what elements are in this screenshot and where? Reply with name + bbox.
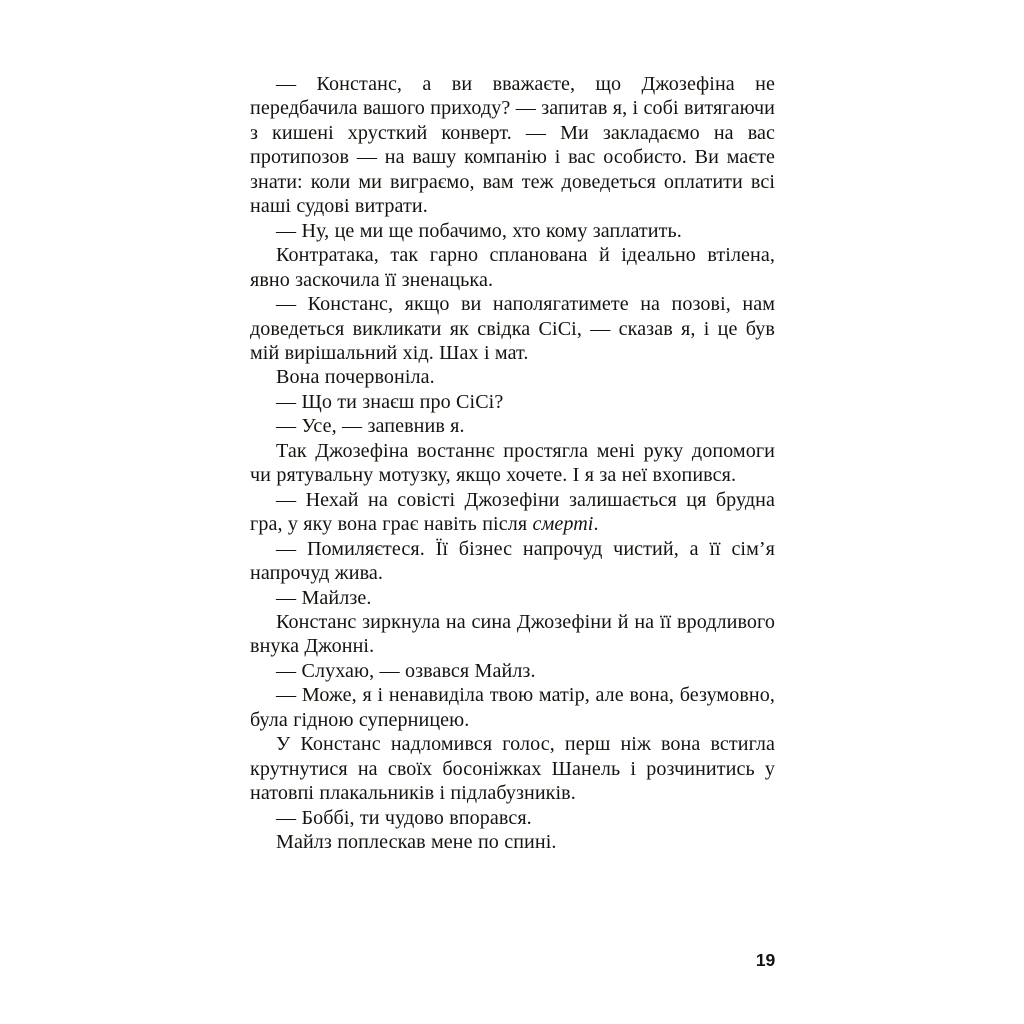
paragraph: — Помиляєтеся. Її бізнес напрочуд чистий, а її сім’я напрочуд жива. (250, 537, 775, 585)
paragraph: — Що ти знаєш про СіСі? (276, 390, 504, 413)
paragraph: Так Джозефіна востаннє простягла мені руку допомоги чи рятувальну мотузку, якщо хочете. І я за неї вхопився. (250, 439, 775, 487)
paragraph: Контратака, так гарно спланована й ідеально втілена, явно заскочила її зненацька. (250, 244, 775, 291)
paragraph: Вона почервоніла. (276, 366, 435, 389)
page-text-column (250, 72, 775, 855)
paragraph: — Констанс, а ви вважаєте, що Джозефіна не передбачила вашого приходу? — запитав я, і собі витягаючи з кишені хрусткий конверт. — Ми закладаємо на вас протипозов — на вашу компанію і вас особисто. Ви маєте знати: коли ми виграємо, вам теж доведеться оплатити всі наші судові витрати. (250, 73, 775, 218)
paragraph: — Боббі, ти чудово впорався. (276, 806, 532, 829)
paragraph: — Ну, це ми ще побачимо, хто кому заплатить. (276, 219, 682, 242)
paragraph: — Нехай на совісті Джозефіни залишається ця брудна гра, у яку вона грає навіть після смерті. (250, 488, 775, 536)
paragraph: — Усе, — запевнив я. (276, 415, 465, 438)
paragraph: — Майлзе. (276, 586, 372, 609)
paragraph: — Слухаю, — озвався Майлз. (276, 659, 536, 682)
paragraph: Майлз поплескав мене по спині. (276, 831, 557, 854)
paragraph: Констанс зиркнула на сина Джозефіни й на її вродливого внука Джонні. (250, 610, 775, 658)
paragraph: — Констанс, якщо ви наполягатимете на позові, нам доведеться викликати як свідка СіСі, — сказав я, і це був мій вирішальний хід. Шах і мат. (250, 293, 775, 364)
emphasised-word: смерті (532, 513, 594, 536)
page-number: 19 (755, 950, 775, 970)
paragraph: — Може, я і ненавиділа твою матір, але вона, безумовно, була гідною суперницею. (250, 684, 775, 731)
paragraph: У Констанс надломився голос, перш ніж вона встигла крутнутися на своїх босоніжках Шанель і розчинитись у натовпі плакальників і підлабузників. (250, 733, 775, 805)
